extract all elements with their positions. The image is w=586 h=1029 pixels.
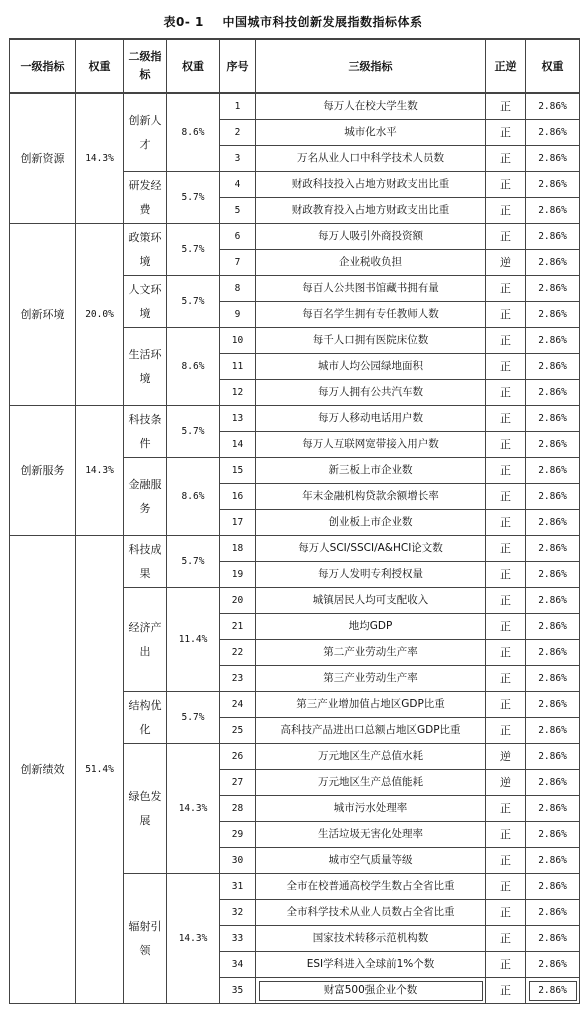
item-weight: 2.86% [526,640,580,666]
item-number: 27 [220,770,256,796]
item-name: 每万人在校大学生数 [256,93,486,120]
item-name: 创业板上市企业数 [256,510,486,536]
level2-weight: 8.6% [167,93,220,172]
item-number: 9 [220,302,256,328]
item-number: 15 [220,458,256,484]
header-level3: 三级指标 [256,39,486,93]
item-weight: 2.86% [526,484,580,510]
item-direction: 正 [486,692,526,718]
item-name: 财富500强企业个数 [256,978,486,1004]
item-weight: 2.86% [526,900,580,926]
item-weight: 2.86% [526,432,580,458]
item-name: 每百人公共图书馆藏书拥有量 [256,276,486,302]
item-weight: 2.86% [526,562,580,588]
item-direction: 正 [486,562,526,588]
level2-weight: 5.7% [167,276,220,328]
item-name: 企业税收负担 [256,250,486,276]
item-number: 29 [220,822,256,848]
item-direction: 正 [486,458,526,484]
item-direction: 正 [486,796,526,822]
item-number: 3 [220,146,256,172]
item-name: 全市科学技术从业人员数占全省比重 [256,900,486,926]
item-number: 21 [220,614,256,640]
item-weight: 2.86% [526,614,580,640]
item-weight: 2.86% [526,588,580,614]
item-number: 13 [220,406,256,432]
table-title: 中国城市科技创新发展指数指标体系 [222,15,423,29]
item-name: 城市人均公园绿地面积 [256,354,486,380]
item-weight: 2.86% [526,120,580,146]
level1-name: 创新绩效 [10,536,76,1004]
item-direction: 正 [486,848,526,874]
item-number: 35 [220,978,256,1004]
item-number: 22 [220,640,256,666]
item-direction: 正 [486,224,526,250]
item-name: 每万人SCI/SSCI/A&HCI论文数 [256,536,486,562]
level2-name: 科技成果 [124,536,167,588]
table-row [10,93,580,120]
item-weight: 2.86% [526,536,580,562]
item-direction: 逆 [486,250,526,276]
item-number: 18 [220,536,256,562]
item-number: 17 [220,510,256,536]
header-level2: 二级指标 [124,39,167,93]
item-name: 城市化水平 [256,120,486,146]
level2-weight: 11.4% [167,588,220,692]
item-name: 第三产业劳动生产率 [256,666,486,692]
item-name: 每万人吸引外商投资额 [256,224,486,250]
item-direction: 正 [486,588,526,614]
item-number: 5 [220,198,256,224]
item-weight: 2.86% [526,692,580,718]
item-direction: 正 [486,198,526,224]
item-number: 20 [220,588,256,614]
item-direction: 正 [486,354,526,380]
item-name: ESI学科进入全球前1%个数 [256,952,486,978]
item-name: 财政科技投入占地方财政支出比重 [256,172,486,198]
level1-weight: 51.4% [76,536,124,1004]
item-direction: 正 [486,718,526,744]
level1-name: 创新资源 [10,93,76,224]
level2-weight: 8.6% [167,458,220,536]
item-number: 7 [220,250,256,276]
item-weight: 2.86% [526,458,580,484]
item-direction: 正 [486,302,526,328]
item-weight: 2.86% [526,250,580,276]
item-name: 高科技产品进出口总额占地区GDP比重 [256,718,486,744]
header-weight2: 权重 [167,39,220,93]
item-weight: 2.86% [526,978,580,1004]
item-weight: 2.86% [526,354,580,380]
level2-name: 金融服务 [124,458,167,536]
item-name: 每千人口拥有医院床位数 [256,328,486,354]
item-name: 城镇居民人均可支配收入 [256,588,486,614]
header-direction: 正逆 [486,39,526,93]
item-name: 第三产业增加值占地区GDP比重 [256,692,486,718]
item-name: 每万人互联网宽带接入用户数 [256,432,486,458]
item-number: 12 [220,380,256,406]
item-number: 8 [220,276,256,302]
item-weight: 2.86% [526,302,580,328]
table-row [10,224,580,250]
level2-weight: 14.3% [167,874,220,1004]
header-level1: 一级指标 [10,39,76,93]
item-weight: 2.86% [526,276,580,302]
item-number: 16 [220,484,256,510]
item-number: 1 [220,93,256,120]
item-direction: 正 [486,406,526,432]
item-number: 19 [220,562,256,588]
item-name: 万元地区生产总值能耗 [256,770,486,796]
item-name: 地均GDP [256,614,486,640]
level2-name: 创新人才 [124,93,167,172]
item-number: 23 [220,666,256,692]
item-weight: 2.86% [526,848,580,874]
item-number: 33 [220,926,256,952]
item-number: 10 [220,328,256,354]
item-name: 万元地区生产总值水耗 [256,744,486,770]
item-weight: 2.86% [526,796,580,822]
item-weight: 2.86% [526,406,580,432]
item-weight: 2.86% [526,172,580,198]
item-weight: 2.86% [526,926,580,952]
item-number: 34 [220,952,256,978]
item-number: 24 [220,692,256,718]
header-row [10,39,580,93]
item-direction: 正 [486,900,526,926]
level1-weight: 14.3% [76,93,124,224]
item-weight: 2.86% [526,744,580,770]
item-name: 每万人移动电话用户数 [256,406,486,432]
level1-name: 创新环境 [10,224,76,406]
level2-weight: 5.7% [167,536,220,588]
level2-name: 政策环境 [124,224,167,276]
table-number: 表0- 1 [163,15,204,29]
item-number: 4 [220,172,256,198]
item-name: 万名从业人口中科学技术人员数 [256,146,486,172]
item-number: 14 [220,432,256,458]
level2-name: 科技条件 [124,406,167,458]
item-weight: 2.86% [526,224,580,250]
item-direction: 正 [486,432,526,458]
item-name: 财政教育投入占地方财政支出比重 [256,198,486,224]
item-direction: 正 [486,614,526,640]
item-name: 全市在校普通高校学生数占全省比重 [256,874,486,900]
item-direction: 正 [486,484,526,510]
level2-name: 结构优化 [124,692,167,744]
level2-weight: 5.7% [167,692,220,744]
table-row [10,536,580,562]
item-name: 每百名学生拥有专任教师人数 [256,302,486,328]
item-direction: 正 [486,536,526,562]
level2-weight: 5.7% [167,172,220,224]
item-number: 30 [220,848,256,874]
item-weight: 2.86% [526,328,580,354]
level2-weight: 5.7% [167,224,220,276]
item-number: 32 [220,900,256,926]
table-body [10,93,580,1004]
item-direction: 正 [486,926,526,952]
item-direction: 逆 [486,770,526,796]
item-direction: 正 [486,146,526,172]
item-name: 新三板上市企业数 [256,458,486,484]
table-caption [0,13,586,30]
item-direction: 正 [486,978,526,1004]
item-weight: 2.86% [526,822,580,848]
item-direction: 正 [486,328,526,354]
item-name: 每万人发明专利授权量 [256,562,486,588]
level2-name: 生活环境 [124,328,167,406]
level1-weight: 14.3% [76,406,124,536]
level2-name: 绿色发展 [124,744,167,874]
item-direction: 正 [486,276,526,302]
item-number: 28 [220,796,256,822]
item-name: 城市空气质量等级 [256,848,486,874]
item-direction: 正 [486,952,526,978]
header-weight3: 权重 [526,39,580,93]
item-weight: 2.86% [526,874,580,900]
item-name: 年末金融机构贷款余额增长率 [256,484,486,510]
item-name: 国家技术转移示范机构数 [256,926,486,952]
item-name: 第二产业劳动生产率 [256,640,486,666]
item-direction: 正 [486,172,526,198]
item-weight: 2.86% [526,146,580,172]
indicator-table [9,38,580,1004]
item-number: 25 [220,718,256,744]
item-weight: 2.86% [526,380,580,406]
item-number: 11 [220,354,256,380]
level1-name: 创新服务 [10,406,76,536]
item-direction: 逆 [486,744,526,770]
item-weight: 2.86% [526,198,580,224]
item-weight: 2.86% [526,93,580,120]
item-number: 26 [220,744,256,770]
level2-name: 辐射引领 [124,874,167,1004]
level2-name: 人文环境 [124,276,167,328]
item-number: 2 [220,120,256,146]
item-direction: 正 [486,822,526,848]
item-direction: 正 [486,874,526,900]
item-direction: 正 [486,380,526,406]
header-no: 序号 [220,39,256,93]
item-weight: 2.86% [526,718,580,744]
item-name: 每万人拥有公共汽车数 [256,380,486,406]
level2-weight: 8.6% [167,328,220,406]
header-weight1: 权重 [76,39,124,93]
level2-weight: 14.3% [167,744,220,874]
item-direction: 正 [486,666,526,692]
item-direction: 正 [486,510,526,536]
item-direction: 正 [486,640,526,666]
item-weight: 2.86% [526,510,580,536]
item-direction: 正 [486,93,526,120]
item-weight: 2.86% [526,666,580,692]
item-number: 6 [220,224,256,250]
level2-name: 经济产出 [124,588,167,692]
item-weight: 2.86% [526,770,580,796]
level2-weight: 5.7% [167,406,220,458]
item-name: 城市污水处理率 [256,796,486,822]
item-weight: 2.86% [526,952,580,978]
item-name: 生活垃圾无害化处理率 [256,822,486,848]
item-direction: 正 [486,120,526,146]
level2-name: 研发经费 [124,172,167,224]
item-number: 31 [220,874,256,900]
table-row [10,406,580,432]
level1-weight: 20.0% [76,224,124,406]
